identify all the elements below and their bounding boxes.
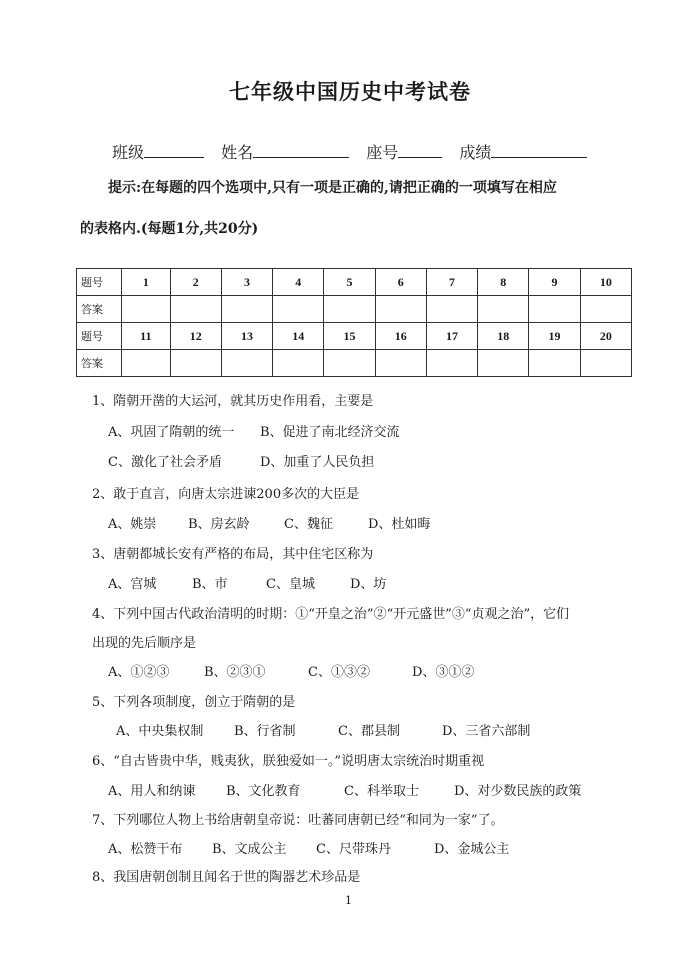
question-number: 8: [478, 269, 529, 296]
question-6-stem: 6、“自古皆贵中华，贱夷狄，朕独爱如一。”说明唐太宗统治时期重视: [92, 754, 485, 769]
question-number: 12: [170, 323, 221, 350]
answer-cell[interactable]: [426, 350, 477, 377]
answer-cell[interactable]: [580, 350, 631, 377]
question-number: 16: [375, 323, 426, 350]
question-number: 13: [221, 323, 272, 350]
option: A、巩固了隋朝的统一: [108, 425, 235, 440]
answer-cell[interactable]: [324, 350, 375, 377]
question-2-options: [108, 513, 430, 532]
option: A、①②③: [108, 665, 170, 680]
option: A、松赞干布: [108, 842, 183, 857]
option: D、杜如晦: [368, 517, 431, 532]
row-label: 答案: [77, 296, 122, 323]
question-number: 10: [580, 269, 631, 296]
question-number: 7: [426, 269, 477, 296]
question-4-stem-continued: 出现的先后顺序是: [92, 636, 197, 651]
question-number: 5: [324, 269, 375, 296]
answer-cell[interactable]: [221, 296, 272, 323]
answer-cell[interactable]: [170, 296, 221, 323]
question-number: 4: [273, 269, 324, 296]
option: C、①③②: [308, 665, 370, 680]
score-field[interactable]: [491, 141, 587, 158]
option: B、市: [192, 577, 228, 592]
answer-row: [77, 350, 632, 377]
question-6-options: [108, 780, 581, 799]
seat-label: 座号: [366, 143, 399, 162]
option: D、对少数民族的政策: [454, 784, 582, 799]
option: D、加重了人民负担: [260, 455, 375, 470]
answer-cell[interactable]: [324, 296, 375, 323]
answer-cell[interactable]: [273, 350, 324, 377]
question-5-options: [116, 720, 530, 739]
answer-table: [76, 268, 632, 377]
answer-cell[interactable]: [375, 350, 426, 377]
answer-cell[interactable]: [375, 296, 426, 323]
answer-cell[interactable]: [122, 350, 171, 377]
question-2-stem: 2、敢于直言，向唐太宗进谏200多次的大臣是: [92, 487, 360, 502]
answer-cell[interactable]: [273, 296, 324, 323]
page-number: 1: [345, 894, 352, 907]
answer-cell[interactable]: [529, 350, 580, 377]
question-5-stem: 5、下列各项制度，创立于隋朝的是: [92, 695, 296, 710]
question-3-options: [108, 573, 386, 592]
question-number: 17: [426, 323, 477, 350]
question-number: 1: [122, 269, 171, 296]
answer-cell[interactable]: [529, 296, 580, 323]
question-1-options: [108, 421, 400, 440]
row-label: 题号: [77, 323, 122, 350]
option: A、中央集权制: [116, 724, 204, 739]
question-number: 3: [221, 269, 272, 296]
option: A、宫城: [108, 577, 157, 592]
student-info-line: [112, 140, 587, 163]
answer-cell[interactable]: [170, 350, 221, 377]
question-number-row: [77, 323, 632, 350]
option: B、文成公主: [212, 842, 287, 857]
question-7-options: [108, 838, 509, 857]
option: B、房玄龄: [188, 517, 250, 532]
option: C、尺带珠丹: [316, 842, 391, 857]
option: C、皇城: [266, 577, 315, 592]
option: C、科举取士: [344, 784, 419, 799]
question-number: 18: [478, 323, 529, 350]
question-number: 20: [580, 323, 631, 350]
answer-cell[interactable]: [426, 296, 477, 323]
option: C、激化了社会矛盾: [108, 455, 222, 470]
instructions-line-1: 提示:在每题的四个选项中,只有一项是正确的,请把正确的一项填写在相应: [108, 180, 557, 196]
answer-cell[interactable]: [122, 296, 171, 323]
option: A、用人和纳谏: [108, 784, 196, 799]
option: C、郡县制: [338, 724, 400, 739]
name-label: 姓名: [221, 143, 254, 162]
class-label: 班级: [112, 143, 145, 162]
question-3-stem: 3、唐朝都城长安有严格的布局，其中住宅区称为: [92, 547, 374, 562]
question-4-stem: 4、下列中国古代政治清明的时期：①“开皇之治”②“开元盛世”③“贞观之治”，它们: [92, 607, 570, 622]
question-8-stem: 8、我国唐朝创制且闻名于世的陶器艺术珍品是: [92, 870, 361, 885]
option: D、③①②: [412, 665, 475, 680]
option: C、魏征: [284, 517, 333, 532]
option: B、促进了南北经济交流: [260, 425, 400, 440]
answer-cell[interactable]: [478, 350, 529, 377]
row-label: 题号: [77, 269, 122, 296]
instructions-line-2: 的表格内.(每题1分,共20分): [80, 221, 259, 237]
answer-row: [77, 296, 632, 323]
answer-cell[interactable]: [478, 296, 529, 323]
question-1-options: [108, 451, 374, 470]
class-field[interactable]: [144, 141, 204, 158]
question-number: 11: [122, 323, 171, 350]
option: B、行省制: [234, 724, 296, 739]
name-field[interactable]: [253, 141, 349, 158]
option: D、金城公主: [434, 842, 510, 857]
seat-field[interactable]: [398, 141, 442, 158]
option: D、三省六部制: [442, 724, 531, 739]
question-number: 6: [375, 269, 426, 296]
question-number: 9: [529, 269, 580, 296]
option: A、姚崇: [108, 517, 157, 532]
question-number: 19: [529, 323, 580, 350]
question-7-stem: 7、下列哪位人物上书给唐朝皇帝说：吐蕃同唐朝已经“和同为一家”了。: [92, 813, 504, 828]
question-number: 2: [170, 269, 221, 296]
question-1-stem: 1、隋朝开凿的大运河，就其历史作用看，主要是: [92, 394, 374, 409]
question-number-row: [77, 269, 632, 296]
option: B、文化教育: [226, 784, 301, 799]
question-number: 14: [273, 323, 324, 350]
answer-cell[interactable]: [221, 350, 272, 377]
option: D、坊: [350, 577, 387, 592]
question-4-options: [108, 661, 474, 680]
option: B、②③①: [204, 665, 266, 680]
score-label: 成绩: [459, 143, 492, 162]
row-label: 答案: [77, 350, 122, 377]
page-title: 七年级中国历史中考试卷: [229, 79, 471, 104]
question-number: 15: [324, 323, 375, 350]
answer-cell[interactable]: [580, 296, 631, 323]
